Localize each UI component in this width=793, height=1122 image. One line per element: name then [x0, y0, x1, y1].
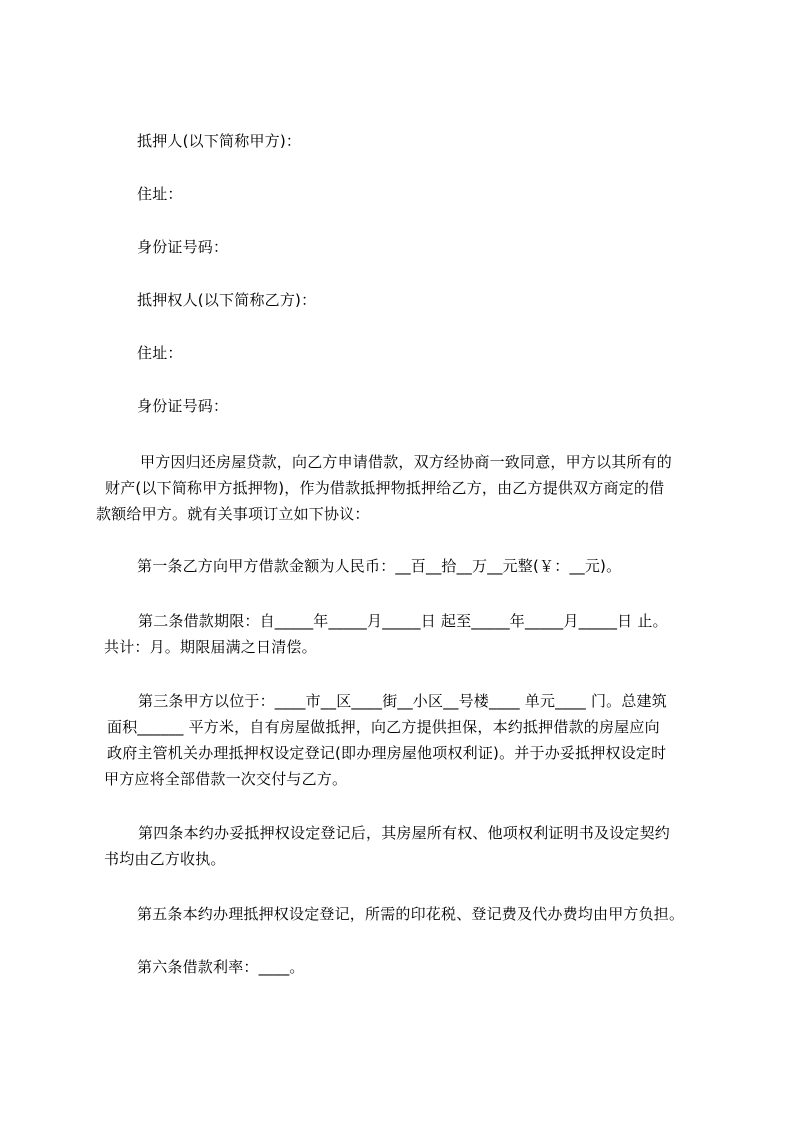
article-3-line: 政府主管机关办理抵押权设定登记(即办理房屋他项权利证)。并于办妥抵押权设定时 — [107, 744, 667, 762]
article-3-line: 第三条甲方以位于：____市__区____街__小区__号楼____ 单元____ 门。总建筑 — [138, 692, 667, 710]
mortgagor-id-label: 身份证号码： — [137, 238, 229, 256]
article-4-line: 书均由乙方收执。 — [104, 850, 226, 868]
mortgagor-label: 抵押人(以下简称甲方)： — [137, 132, 302, 150]
article-4 — [104, 820, 670, 872]
article-3-line: 面积______ 平方米，自有房屋做抵押，向乙方提供担保，本约抵押借款的房屋应向 — [107, 718, 660, 736]
article-1: 第一条乙方向甲方借款金额为人民币：__百__拾__万__元整(￥：__元)。 — [137, 557, 622, 575]
intro-line: 甲方因归还房屋贷款，向乙方申请借款，双方经协商一致同意，甲方以其所有的 — [140, 453, 673, 471]
mortgagee-address-label: 住址： — [137, 344, 183, 362]
mortgagee-label: 抵押权人(以下简称乙方)： — [137, 291, 317, 309]
intro-line: 财产(以下简称甲方抵押物)，作为借款抵押物抵押给乙方，由乙方提供双方商定的借 — [105, 479, 665, 497]
mortgagor-address-label: 住址： — [137, 185, 183, 203]
article-4-line: 第四条本约办妥抵押权设定登记后，其房屋所有权、他项权利证明书及设定契约 — [138, 824, 671, 842]
article-2-line: 第二条借款期限：自_____年_____月_____日 起至_____年_____月_____日 止。 — [138, 612, 668, 630]
intro-paragraph — [96, 449, 672, 527]
article-2-line: 共计：月。期限届满之日清偿。 — [104, 638, 317, 656]
intro-line: 款额给甲方。就有关事项订立如下协议： — [96, 505, 370, 523]
article-2 — [104, 608, 668, 660]
mortgagee-id-label: 身份证号码： — [137, 397, 229, 415]
article-6: 第六条借款利率：____。 — [137, 958, 305, 976]
article-5: 第五条本约办理抵押权设定登记，所需的印花税、登记费及代办费均由甲方负担。 — [137, 905, 685, 923]
article-3 — [96, 688, 667, 792]
article-3-line: 甲方应将全部借款一次交付与乙方。 — [104, 770, 348, 788]
